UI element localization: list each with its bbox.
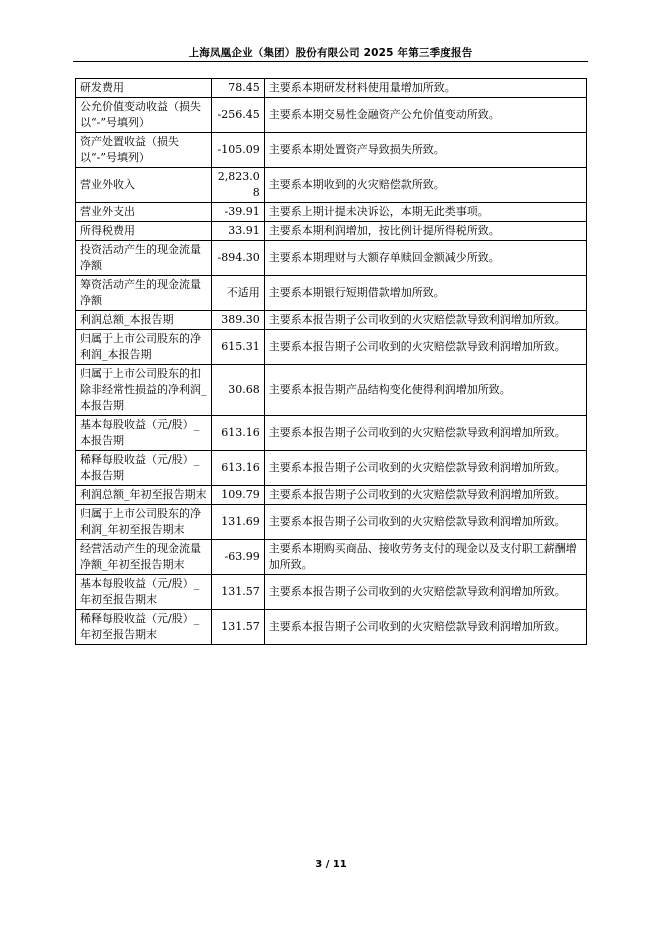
reason-cell: 主要系本报告期子公司收到的火灾赔偿款导致利润增加所致。 — [264, 486, 586, 505]
value-cell: -39.91 — [211, 203, 264, 222]
reason-cell: 主要系本期收到的火灾赔偿款所致。 — [264, 168, 586, 203]
table-row — [76, 451, 587, 486]
reason-cell: 主要系本期购买商品、接收劳务支付的现金以及支付职工薪酬增加所致。 — [264, 540, 586, 575]
table-row — [76, 276, 587, 311]
table-row — [76, 133, 587, 168]
table-row — [76, 311, 587, 330]
item-cell: 归属于上市公司股东的净利润_年初至报告期末 — [76, 505, 212, 540]
item-cell: 基本每股收益（元/股）_本报告期 — [76, 416, 212, 451]
item-cell: 基本每股收益（元/股）_年初至报告期末 — [76, 575, 212, 610]
table-row — [76, 241, 587, 276]
reason-cell: 主要系本期研发材料使用量增加所致。 — [264, 79, 586, 98]
value-cell: 不适用 — [211, 276, 264, 311]
value-cell: -63.99 — [211, 540, 264, 575]
item-cell: 所得税费用 — [76, 222, 212, 241]
reason-cell: 主要系本期利润增加，按比例计提所得税所致。 — [264, 222, 586, 241]
item-cell: 公允价值变动收益（损失以“-”号填列） — [76, 98, 212, 133]
value-cell: 78.45 — [211, 79, 264, 98]
table-row — [76, 203, 587, 222]
report-header-title: 上海凤凰企业（集团）股份有限公司 2025 年第三季度报告 — [188, 47, 473, 59]
reason-cell: 主要系本报告期子公司收到的火灾赔偿款导致利润增加所致。 — [264, 451, 586, 486]
table-row — [76, 610, 587, 645]
value-cell: 109.79 — [211, 486, 264, 505]
item-cell: 稀释每股收益（元/股）_本报告期 — [76, 451, 212, 486]
table-row — [76, 330, 587, 365]
value-cell: 613.16 — [211, 416, 264, 451]
reason-cell: 主要系上期计提未决诉讼，本期无此类事项。 — [264, 203, 586, 222]
value-cell: 613.16 — [211, 451, 264, 486]
item-cell: 研发费用 — [76, 79, 212, 98]
value-cell: 2,823.08 — [211, 168, 264, 203]
table-row — [76, 575, 587, 610]
value-cell: -105.09 — [211, 133, 264, 168]
value-cell: 389.30 — [211, 311, 264, 330]
table-row — [76, 505, 587, 540]
value-cell: 30.68 — [211, 365, 264, 416]
value-cell: 131.57 — [211, 610, 264, 645]
item-cell: 利润总额_年初至报告期末 — [76, 486, 212, 505]
page-number: 3 / 11 — [315, 859, 347, 870]
table-row — [76, 486, 587, 505]
item-cell: 投资活动产生的现金流量净额 — [76, 241, 212, 276]
item-cell: 归属于上市公司股东的扣除非经常性损益的净利润_本报告期 — [76, 365, 212, 416]
item-cell: 稀释每股收益（元/股）_年初至报告期末 — [76, 610, 212, 645]
reason-cell: 主要系本报告期子公司收到的火灾赔偿款导致利润增加所致。 — [264, 610, 586, 645]
header-divider — [73, 61, 588, 62]
reason-cell: 主要系本报告期子公司收到的火灾赔偿款导致利润增加所致。 — [264, 505, 586, 540]
change-explanation-table — [75, 78, 587, 645]
table-row — [76, 222, 587, 241]
table-row — [76, 79, 587, 98]
table-body — [76, 79, 587, 645]
reason-cell: 主要系本期银行短期借款增加所致。 — [264, 276, 586, 311]
item-cell: 经营活动产生的现金流量净额_年初至报告期末 — [76, 540, 212, 575]
reason-cell: 主要系本期交易性金融资产公允价值变动所致。 — [264, 98, 586, 133]
value-cell: 33.91 — [211, 222, 264, 241]
reason-cell: 主要系本期处置资产导致损失所致。 — [264, 133, 586, 168]
table-row — [76, 540, 587, 575]
table-row — [76, 365, 587, 416]
table-row — [76, 168, 587, 203]
reason-cell: 主要系本报告期子公司收到的火灾赔偿款导致利润增加所致。 — [264, 311, 586, 330]
value-cell: -256.45 — [211, 98, 264, 133]
item-cell: 归属于上市公司股东的净利润_本报告期 — [76, 330, 212, 365]
item-cell: 营业外收入 — [76, 168, 212, 203]
value-cell: -894.30 — [211, 241, 264, 276]
item-cell: 筹资活动产生的现金流量净额 — [76, 276, 212, 311]
item-cell: 资产处置收益（损失以“-”号填列） — [76, 133, 212, 168]
reason-cell: 主要系本报告期产品结构变化使得利润增加所致。 — [264, 365, 586, 416]
item-cell: 营业外支出 — [76, 203, 212, 222]
reason-cell: 主要系本报告期子公司收到的火灾赔偿款导致利润增加所致。 — [264, 330, 586, 365]
table-row — [76, 98, 587, 133]
value-cell: 131.69 — [211, 505, 264, 540]
reason-cell: 主要系本期理财与大额存单赎回金额减少所致。 — [264, 241, 586, 276]
value-cell: 615.31 — [211, 330, 264, 365]
value-cell: 131.57 — [211, 575, 264, 610]
item-cell: 利润总额_本报告期 — [76, 311, 212, 330]
reason-cell: 主要系本报告期子公司收到的火灾赔偿款导致利润增加所致。 — [264, 575, 586, 610]
reason-cell: 主要系本报告期子公司收到的火灾赔偿款导致利润增加所致。 — [264, 416, 586, 451]
table-row — [76, 416, 587, 451]
